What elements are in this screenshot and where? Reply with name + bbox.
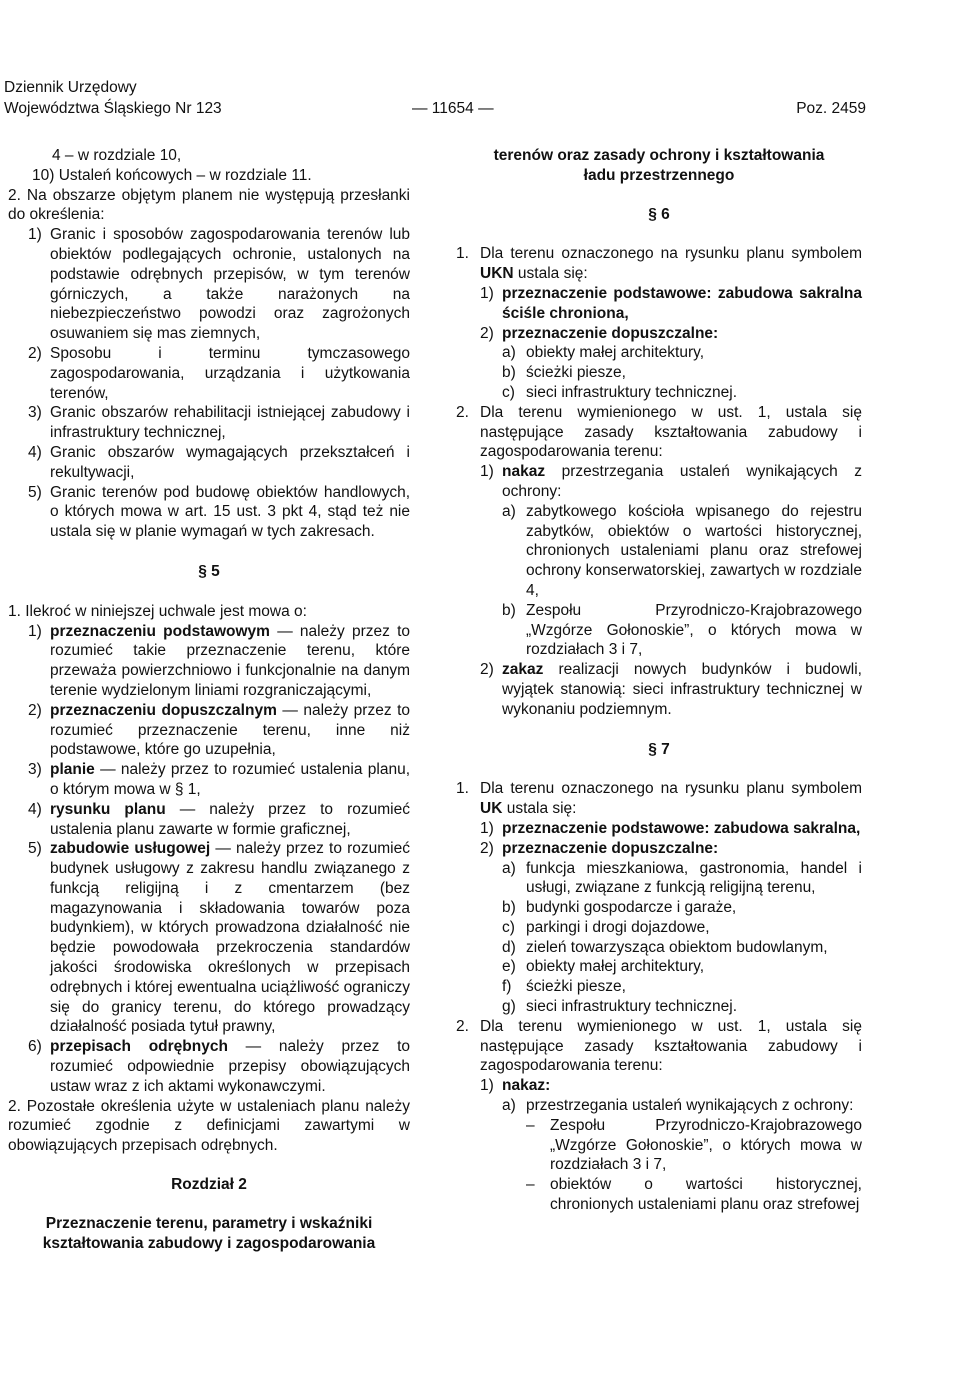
- paragraph: 2. Na obszarze objętym planem nie występują przesłanki do określenia:: [8, 186, 410, 224]
- paragraph: 2. Dla terenu wymienionego w ust. 1, ustala się następujące zasady kształtowania zabudowy i zagospodarowania terenu:: [456, 403, 862, 461]
- list-item: 1) przeznaczenie podstawowe: zabudowa sakralna ściśle chroniona,: [480, 284, 862, 322]
- section-title: § 6: [648, 205, 670, 223]
- journal-issue: Województwa Śląskiego Nr 123: [4, 100, 222, 117]
- sub-list-item: b) ścieżki piesze,: [502, 364, 626, 382]
- paragraph: 2. Dla terenu wymienionego w ust. 1, ustala się następujące zasady kształtowania zabudowy i zagospodarowania terenu:: [456, 1017, 862, 1075]
- left-column: [8, 146, 410, 1253]
- list-item: 1) nakaz przestrzegania ustaleń wynikających z ochrony:: [480, 463, 862, 500]
- chapter-title-line: ładu przestrzennego: [583, 166, 735, 184]
- position-number: Poz. 2459: [796, 100, 866, 117]
- section-title: § 7: [648, 740, 670, 758]
- paragraph: 1. Dla terenu oznaczonego na rysunku planu symbolem UKN ustala się:: [456, 245, 862, 283]
- page-number: — 11654 —: [412, 100, 494, 117]
- dash-list-item: – obiektów o wartości historycznej, chronionych ustaleniami planu oraz strefowej: [526, 1176, 862, 1214]
- list-item: 2) zakaz realizacji nowych budynków i budowli, wyjątek stanowią: sieci infrastruktury technicznej w wykonaniu podziemnym.: [480, 661, 862, 718]
- sub-list-item: g) sieci infrastruktury technicznej.: [502, 998, 738, 1016]
- journal-name: Dziennik Urzędowy: [4, 79, 137, 96]
- list-item: 10) Ustaleń końcowych – w rozdziale 11.: [32, 166, 312, 184]
- definition-item: 1) przeznaczeniu podstawowym — należy przez to rozumieć takie przeznaczenie terenu, które przeważa powierzchniowo i funkcjonalnie na danym terenie wydzielonym liniami rozgraniczającymi,: [28, 622, 411, 699]
- paragraph: 1. Dla terenu oznaczonego na rysunku planu symbolem UK ustala się:: [456, 780, 862, 818]
- paragraph: 1. Ilekroć w niniejszej uchwale jest mowa o:: [8, 602, 307, 620]
- definition-item: 3) planie — należy przez to rozumieć ustalenia planu, o którym mowa w § 1,: [28, 761, 410, 798]
- list-item: 4 – w rozdziale 10,: [52, 147, 182, 164]
- dash-list-item: – Zespołu Przyrodniczo-Krajobrazowego „Wzgórze Gołonoskie”, o których mowa w rozdziałach 3 i 7,: [526, 1116, 862, 1174]
- sub-list-item: a) obiekty małej architektury,: [502, 344, 705, 362]
- sub-list-item: d) zieleń towarzysząca obiektom budowlanym,: [502, 938, 828, 956]
- chapter-number: Rozdział 2: [171, 1176, 247, 1194]
- right-column: [456, 146, 862, 1215]
- sub-list-item: a) zabytkowego kościoła wpisanego do rejestru zabytków, obiektów o wartości historycznej, chronionych ustaleniami planu oraz strefowej ochrony konserwatorskiej, zawartych w rozdziale 4,: [502, 502, 862, 599]
- list-item: 1) nakaz:: [480, 1077, 551, 1095]
- chapter-title-line: kształtowania zabudowy i zagospodarowania: [42, 1234, 376, 1252]
- sub-list-item: c) parkingi i drogi dojazdowe,: [502, 918, 710, 936]
- list-item: 4) Granic obszarów wymagających przekształceń i rekultywacji,: [28, 443, 410, 481]
- sub-list-item: b) Zespołu Przyrodniczo-Krajobrazowego „Wzgórze Gołonoskie”, o których mowa w rozdziałach 3 i 7,: [502, 601, 862, 659]
- sub-list-item: c) sieci infrastruktury technicznej.: [502, 383, 738, 401]
- sub-list-item: a) przestrzegania ustaleń wynikających z ochrony:: [502, 1097, 854, 1115]
- list-item: 3) Granic obszarów rehabilitacji istniejącej zabudowy i infrastruktury technicznej,: [28, 404, 410, 442]
- sub-list-item: f) ścieżki piesze,: [502, 978, 626, 996]
- definition-item: 4) rysunku planu — należy przez to rozumieć ustalenia planu zawarte w formie graficznej,: [28, 800, 410, 838]
- section-title: § 5: [198, 562, 220, 580]
- paragraph-number: 2.: [8, 186, 21, 204]
- page-header: [4, 78, 870, 122]
- list-item: 2) przeznaczenie dopuszczalne:: [480, 324, 719, 342]
- definition-item: 2) przeznaczeniu dopuszczalnym — należy przez to rozumieć przeznaczenie terenu, inne niż podstawowe, które go uzupełnia,: [28, 701, 410, 759]
- list-item: 2) Sposobu i terminu tymczasowego zagospodarowania, urządzania i użytkowania terenów,: [28, 344, 410, 402]
- sub-list-item: e) obiekty małej architektury,: [502, 958, 705, 976]
- sub-list-item: a) funkcja mieszkaniowa, gastronomia, handel i usługi, związane z funkcją religijną terenu,: [502, 859, 862, 897]
- list-item: 1) przeznaczenie podstawowe: zabudowa sakralna,: [480, 819, 861, 837]
- definition-item: 6) przepisach odrębnych — należy przez to rozumieć odpowiednie przepisy obowiązujących ustaw wraz z ich aktami wykonawczymi.: [28, 1038, 411, 1095]
- list-item: 5) Granic terenów pod budowę obiektów handlowych, o których mowa w art. 15 ust. 3 pkt 4, stąd też nie ustala się w planie wymagań w tych zakresach.: [28, 483, 410, 541]
- list-item: 1) Granic i sposobów zagospodarowania terenów lub obiektów podlegających ochronie, ustalonych na podstawie odrębnych przepisów, w tym terenów górniczych, a także narażonych na niebezpieczeństwo powodzi oraz zagrożonych osuwaniem się mas ziemnych,: [28, 226, 410, 343]
- paragraph: 2. Pozostałe określenia użyte w ustaleniach planu należy rozumieć zgodnie z definicjami zawartymi w obowiązujących przepisach odrębnych.: [8, 1097, 410, 1155]
- chapter-title-line: Przeznaczenie terenu, parametry i wskaźniki: [45, 1214, 373, 1232]
- sub-list-item: b) budynki gospodarcze i garaże,: [502, 899, 737, 917]
- definition-item: 5) zabudowie usługowej — należy przez to rozumieć budynek usługowy z zakresu handlu związanego z funkcją religijną i z cmentarzem (bez magazynowania i składowania towarów poza budynkiem), w których prowadzona działalność nie będzie powodowała przekroczenia standardów jakości środowiska określonych w przepisach odrębnych i której ewentualna uciążliwość ograniczy się do granicy terenu, do którego prowadzący działalność posiada tytuł prawny,: [28, 840, 410, 1036]
- chapter-title-line: terenów oraz zasady ochrony i kształtowania: [493, 147, 825, 164]
- list-item: 2) przeznaczenie dopuszczalne:: [480, 839, 719, 857]
